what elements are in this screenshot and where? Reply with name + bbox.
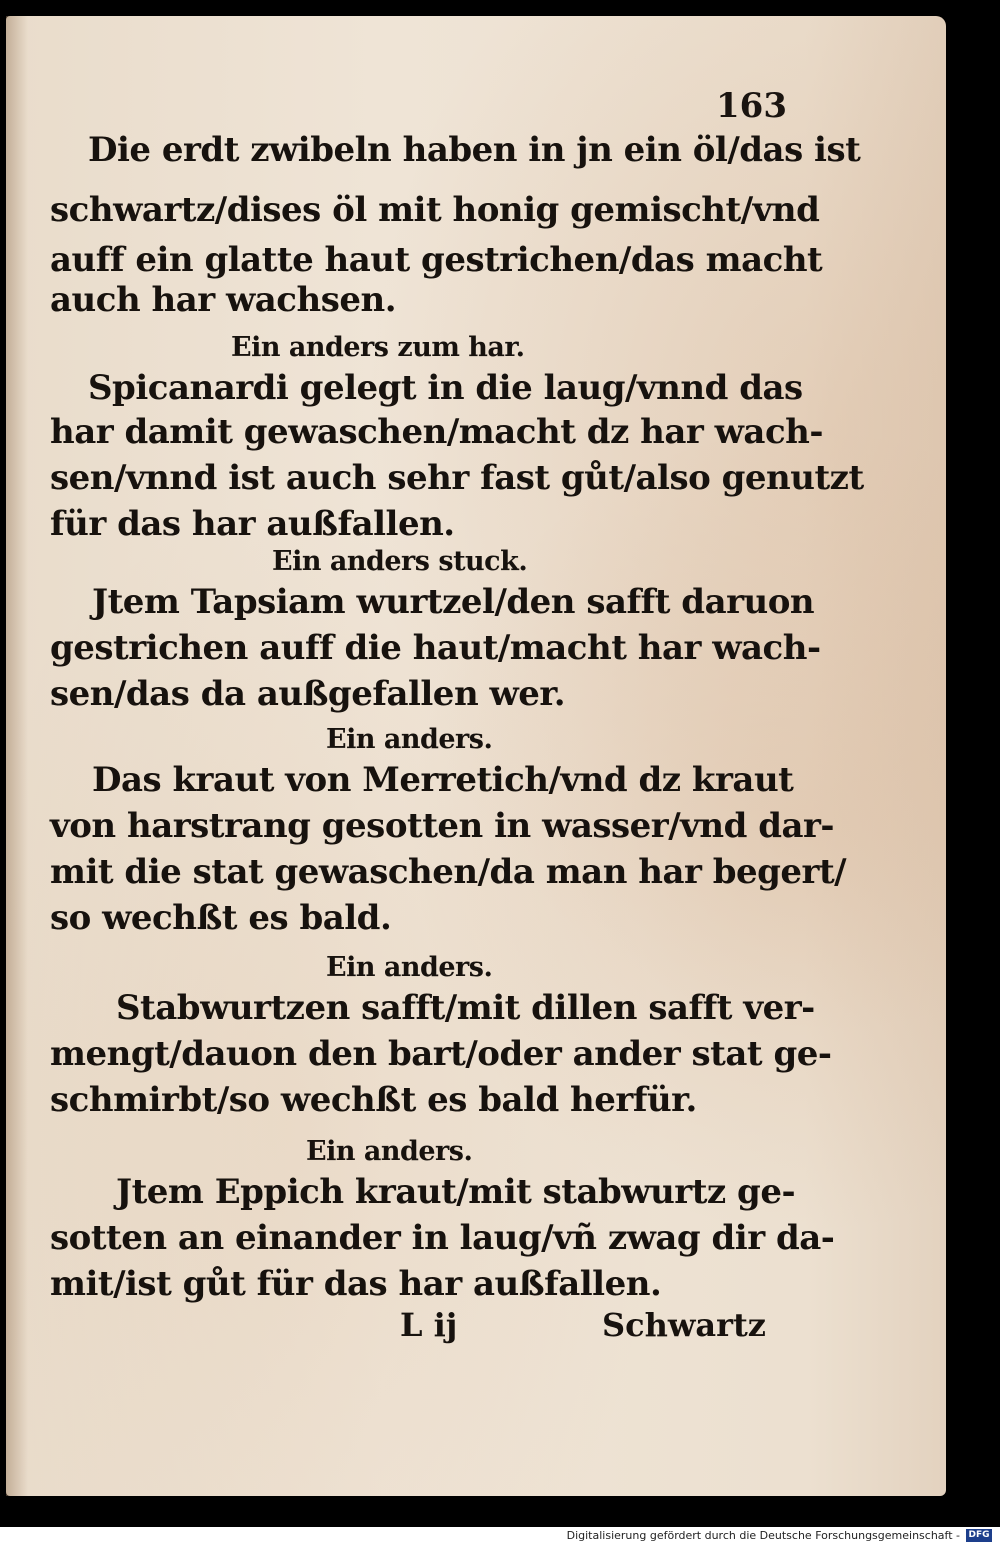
text-line: har damit gewaschen/macht dz har wach- [50, 412, 823, 452]
text-line: auch har wachsen. [50, 280, 397, 320]
catchword: Schwartz [602, 1306, 766, 1344]
dfg-logo: DFG [966, 1529, 992, 1542]
text-line: Die erdt zwibeln haben in jn ein öl/das ist [88, 130, 861, 170]
text-line: schwartz/dises öl mit honig gemischt/vnd [50, 190, 820, 230]
text-line: sen/vnnd ist auch sehr fast gůt/also genutzt [50, 458, 864, 498]
section-heading: Ein anders zum har. [231, 332, 525, 363]
text-line: auff ein glatte haut gestrichen/das macht [50, 240, 823, 280]
section-heading: Ein anders. [306, 1136, 473, 1167]
text-line: sen/das da außgefallen wer. [50, 674, 566, 714]
text-line: so wechßt es bald. [50, 898, 392, 938]
page-number: 163 [716, 86, 787, 126]
book-page [6, 16, 946, 1496]
section-heading: Ein anders. [326, 724, 493, 755]
text-line: Spicanardi gelegt in die laug/vnnd das [88, 368, 803, 408]
text-line: mit die stat gewaschen/da man har begert/ [50, 852, 847, 892]
text-line: für das har außfallen. [50, 504, 455, 544]
section-heading: Ein anders stuck. [272, 546, 528, 577]
text-line: Jtem Eppich kraut/mit stabwurtz ge- [116, 1172, 796, 1212]
text-line: Stabwurtzen safft/mit dillen safft ver- [116, 988, 815, 1028]
credit-text: Digitalisierung gefördert durch die Deutsche Forschungsgemeinschaft - [566, 1529, 960, 1542]
section-heading: Ein anders. [326, 952, 493, 983]
page-gutter-shadow [6, 16, 28, 1496]
text-line: von harstrang gesotten in wasser/vnd dar- [50, 806, 835, 846]
text-line: schmirbt/so wechßt es bald herfür. [50, 1080, 697, 1120]
text-line: mit/ist gůt für das har außfallen. [50, 1264, 662, 1304]
text-line: gestrichen auff die haut/macht har wach- [50, 628, 821, 668]
text-line: Jtem Tapsiam wurtzel/den safft daruon [92, 582, 815, 622]
text-line: Das kraut von Merretich/vnd dz kraut [92, 760, 794, 800]
signature-mark: L ij [400, 1306, 458, 1344]
text-line: mengt/dauon den bart/oder ander stat ge- [50, 1034, 832, 1074]
text-line: sotten an einander in laug/vñ zwag dir da- [50, 1218, 835, 1258]
